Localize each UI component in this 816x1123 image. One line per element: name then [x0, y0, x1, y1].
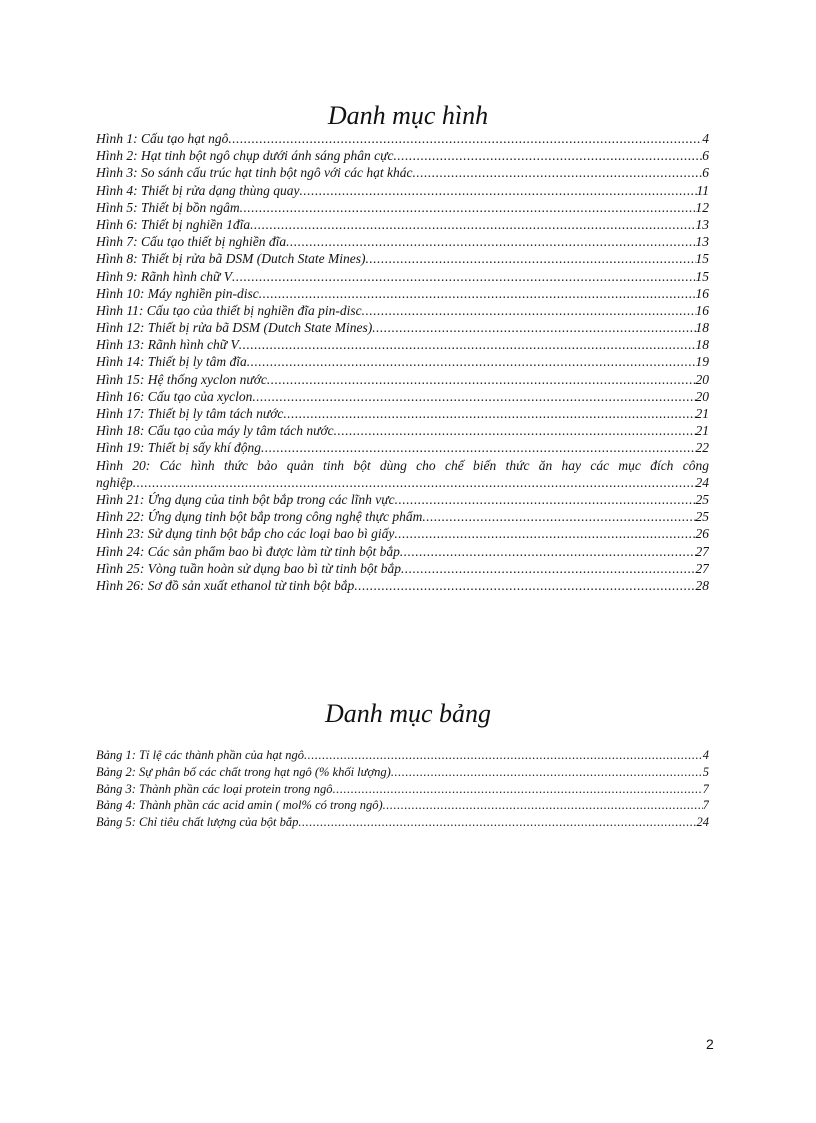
entry-label: Hình 6: Thiết bị nghiền 1đĩa [96, 216, 251, 232]
dot-leader [334, 422, 696, 439]
toc-entry[interactable] [96, 797, 709, 814]
toc-entry-wrapped[interactable] [96, 457, 709, 491]
entry-page: 15 [695, 251, 709, 267]
toc-entry[interactable] [96, 560, 709, 577]
toc-entry[interactable] [96, 353, 709, 370]
entry-page: 18 [695, 320, 709, 336]
entry-page: 19 [695, 354, 709, 370]
entry-label: Hình 2: Hạt tinh bột ngô chụp dưới ánh sáng phân cực [96, 148, 394, 164]
entry-page: 24 [696, 815, 709, 830]
toc-entry[interactable] [96, 577, 709, 594]
dot-leader [394, 147, 703, 164]
entry-page: 28 [695, 577, 709, 593]
entry-label: Bảng 1: Tỉ lệ các thành phần của hạt ngô [96, 748, 304, 762]
entry-label: Hình 21: Ứng dụng của tinh bột bắp trong các lĩnh vực [96, 491, 395, 507]
entry-page: 26 [695, 526, 709, 542]
entry-page: 5 [702, 764, 709, 779]
entry-page: 21 [695, 423, 709, 439]
dot-leader [298, 814, 696, 831]
dot-leader [247, 353, 696, 370]
page-number: 2 [706, 1036, 714, 1052]
entry-page: 6 [702, 165, 709, 181]
figure-list [96, 130, 709, 594]
toc-entry[interactable] [96, 182, 709, 199]
entry-label: Hình 20: Các hình thức bảo quản tinh bột dùng cho chế biến thức ăn hay các mục đích công [96, 457, 709, 473]
dot-leader [365, 250, 695, 267]
dot-leader [286, 233, 695, 250]
dot-leader [401, 560, 696, 577]
toc-entry[interactable] [96, 781, 709, 798]
entry-page: 18 [695, 337, 709, 353]
toc-entry[interactable] [96, 319, 709, 336]
entry-page: 4 [702, 748, 709, 762]
dot-leader [354, 577, 695, 594]
dot-leader [333, 781, 703, 798]
entry-label: Hình 23: Sử dụng tinh bột bắp cho các loại bao bì giấy [96, 526, 395, 542]
entry-page: 25 [695, 491, 709, 507]
toc-entry[interactable] [96, 405, 709, 422]
entry-label: Hình 10: Máy nghiền pin-disc [96, 285, 259, 301]
dot-leader [400, 543, 696, 560]
dot-leader [232, 268, 696, 285]
toc-entry[interactable] [96, 543, 709, 560]
figure-list-heading: Danh mục hình [327, 101, 489, 130]
dot-leader [250, 216, 695, 233]
entry-label: Hình 11: Cấu tạo của thiết bị nghiền đĩa pin-disc [96, 302, 362, 318]
toc-entry[interactable] [96, 525, 709, 542]
entry-page: 6 [702, 148, 709, 164]
dot-leader [383, 797, 703, 814]
entry-label: Hình 9: Rãnh hình chữ V [96, 268, 232, 284]
entry-label: Hình 13: Rãnh hình chữ V [96, 337, 239, 353]
entry-page: 25 [695, 509, 709, 525]
entry-page: 27 [695, 543, 709, 559]
entry-label: Bảng 2: Sự phân bố các chất trong hạt ngô (% khối lượng) [96, 764, 391, 779]
entry-page: 7 [702, 798, 709, 813]
entry-label: Hình 18: Cấu tạo của máy ly tâm tách nước [96, 423, 334, 439]
entry-page: 4 [702, 131, 709, 146]
toc-entry[interactable] [96, 336, 709, 353]
entry-page: 7 [702, 781, 709, 796]
entry-label: Bảng 4: Thành phần các acid amin ( mol% có trong ngô) [96, 798, 383, 813]
entry-page: 27 [695, 560, 709, 576]
entry-page: 20 [695, 388, 709, 404]
entry-label: Hình 24: Các sản phẩm bao bì được làm từ tinh bột bắp [96, 543, 400, 559]
entry-label: Hình 26: Sơ đồ sản xuất ethanol từ tinh bột bắp [96, 577, 355, 593]
entry-label: Hình 7: Cấu tạo thiết bị nghiền đĩa [96, 234, 287, 250]
entry-page: 15 [695, 268, 709, 284]
dot-leader [252, 388, 695, 405]
dot-leader [422, 508, 695, 525]
table-list-heading: Danh mục bảng [324, 699, 492, 728]
entry-label: Hình 15: Hệ thống xyclon nước [96, 371, 267, 387]
toc-entry[interactable] [96, 216, 709, 233]
dot-leader [394, 525, 695, 542]
dot-leader [228, 130, 702, 147]
toc-entry[interactable] [96, 233, 709, 250]
entry-label: Hình 1: Cấu tạo hạt ngô [96, 131, 229, 146]
toc-entry[interactable] [96, 147, 709, 164]
entry-page: 21 [695, 406, 709, 421]
dot-leader [299, 182, 696, 199]
entry-label: Hình 22: Ứng dụng tinh bột bắp trong công nghệ thực phẩm [96, 509, 423, 525]
toc-entry[interactable] [96, 250, 709, 267]
entry-label: Hình 16: Cấu tạo của xyclon [96, 388, 253, 404]
entry-label: Hình 4: Thiết bị rửa dạng thùng quay [96, 182, 300, 198]
entry-continuation: nghiệp [96, 474, 133, 490]
dot-leader [304, 747, 703, 764]
entry-continuation-line [96, 474, 709, 491]
entry-label: Hình 19: Thiết bị sấy khí động [96, 440, 261, 456]
dot-leader [372, 319, 695, 336]
dot-leader [133, 474, 696, 491]
entry-label: Hình 3: So sánh cấu trúc hạt tinh bột ngô với các hạt khác [96, 165, 413, 181]
dot-leader [413, 164, 703, 181]
entry-page: 24 [695, 474, 709, 490]
dot-leader [261, 439, 696, 456]
entry-page: 20 [695, 371, 709, 387]
entry-page: 16 [695, 285, 709, 301]
dot-leader [259, 285, 696, 302]
entry-label: Hình 12: Thiết bị rửa bã DSM (Dutch State Mines) [96, 320, 373, 336]
toc-entry[interactable] [96, 164, 709, 181]
dot-leader [239, 336, 696, 353]
toc-entry[interactable] [96, 302, 709, 319]
dot-leader [267, 371, 696, 388]
toc-entry[interactable] [96, 388, 709, 405]
toc-entry[interactable] [96, 268, 709, 285]
entry-page: 12 [695, 199, 709, 215]
toc-entry[interactable] [96, 747, 709, 764]
entry-page: 11 [696, 182, 709, 198]
entry-label: Bảng 3: Thành phần các loại protein trong ngô [96, 781, 333, 796]
toc-entry[interactable] [96, 491, 709, 508]
toc-entry[interactable] [96, 285, 709, 302]
table-list [96, 747, 709, 831]
toc-entry[interactable] [96, 814, 709, 831]
entry-page: 22 [695, 440, 709, 456]
entry-label: Hình 17: Thiết bị ly tâm tách nước [96, 406, 284, 421]
entry-page: 13 [695, 216, 709, 232]
entry-page: 13 [695, 234, 709, 250]
dot-leader [240, 199, 696, 216]
toc-entry[interactable] [96, 130, 709, 147]
entry-label: Hình 25: Vòng tuần hoàn sử dụng bao bì từ tinh bột bắp [96, 560, 401, 576]
toc-entry[interactable] [96, 422, 709, 439]
toc-entry[interactable] [96, 764, 709, 781]
dot-leader [391, 764, 703, 781]
entry-label: Hình 14: Thiết bị ly tâm đĩa [96, 354, 247, 370]
entry-label: Hình 8: Thiết bị rửa bã DSM (Dutch State Mines) [96, 251, 366, 267]
dot-leader [283, 405, 695, 422]
entry-label: Bảng 5: Chỉ tiêu chất lượng của bột bắp [96, 815, 299, 830]
toc-entry[interactable] [96, 199, 709, 216]
entry-label: Hình 5: Thiết bị bồn ngâm [96, 199, 240, 215]
dot-leader [395, 491, 696, 508]
toc-entry[interactable] [96, 508, 709, 525]
entry-page: 16 [695, 302, 709, 318]
toc-entry[interactable] [96, 371, 709, 388]
dot-leader [362, 302, 696, 319]
toc-entry[interactable] [96, 439, 709, 456]
